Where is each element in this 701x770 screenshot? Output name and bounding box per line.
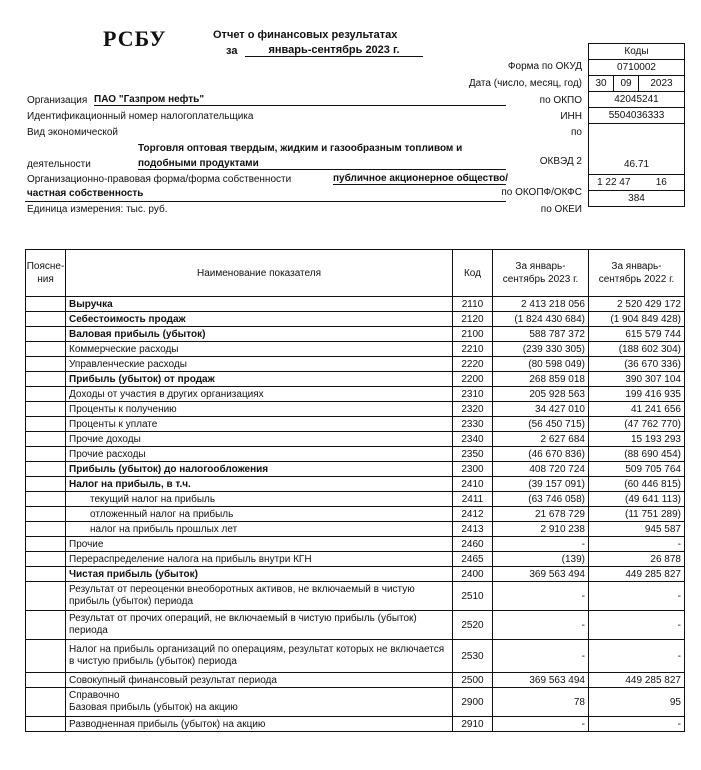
cell-name: Проценты к получению bbox=[66, 402, 453, 417]
cell-prev: - bbox=[589, 537, 685, 552]
cell-note bbox=[26, 462, 66, 477]
cell-note bbox=[26, 372, 66, 387]
cell-note bbox=[26, 297, 66, 312]
table-row bbox=[26, 567, 685, 582]
cell-note bbox=[26, 552, 66, 567]
cell-code: 2411 bbox=[453, 492, 493, 507]
table-row bbox=[26, 447, 685, 462]
okfs-value: 16 bbox=[639, 175, 685, 191]
cell-name: Прибыль (убыток) до налогообложения bbox=[66, 462, 453, 477]
cell-cur: 369 563 494 bbox=[493, 567, 589, 582]
okved-label: ОКВЭД 2 bbox=[539, 156, 582, 167]
cell-note bbox=[26, 447, 66, 462]
cell-prev: 390 307 104 bbox=[589, 372, 685, 387]
cell-note bbox=[26, 640, 66, 673]
cell-name: Результат от переоценки внеоборотных активов, не включаемый в чистую прибыль (убыток) периода bbox=[66, 582, 453, 611]
cell-code: 2210 bbox=[453, 342, 493, 357]
table-row bbox=[26, 582, 685, 611]
cell-code: 2330 bbox=[453, 417, 493, 432]
cell-name: Налог на прибыль организаций по операциям, результат которых не включается в чистую прибыль (убыток) периода bbox=[66, 640, 453, 673]
date-month: 09 bbox=[614, 76, 639, 92]
table-row bbox=[26, 552, 685, 567]
po-label: по bbox=[571, 127, 582, 138]
cell-prev: 2 520 429 172 bbox=[589, 297, 685, 312]
cell-cur: - bbox=[493, 640, 589, 673]
cell-cur: 2 413 218 056 bbox=[493, 297, 589, 312]
cell-note bbox=[26, 477, 66, 492]
cell-prev: 449 285 827 bbox=[589, 673, 685, 688]
inn-description: Идентификационный номер налогоплательщика bbox=[27, 111, 254, 122]
table-row bbox=[26, 640, 685, 673]
cell-code: 2510 bbox=[453, 582, 493, 611]
table-row bbox=[26, 372, 685, 387]
okei-value: 384 bbox=[589, 191, 685, 207]
table-row bbox=[26, 357, 685, 372]
table-row bbox=[26, 402, 685, 417]
form-value-1: публичное акционерное общество/ bbox=[333, 173, 509, 184]
cell-name: текущий налог на прибыль bbox=[66, 492, 453, 507]
cell-code: 2350 bbox=[453, 447, 493, 462]
okved-value: 46.71 bbox=[589, 124, 685, 175]
cell-note bbox=[26, 537, 66, 552]
cell-name-line2: Базовая прибыль (убыток) на акцию bbox=[69, 702, 238, 713]
table-row bbox=[26, 522, 685, 537]
cell-note bbox=[26, 357, 66, 372]
cell-code: 2220 bbox=[453, 357, 493, 372]
cell-name: налог на прибыль прошлых лет bbox=[66, 522, 453, 537]
cell-name: Коммерческие расходы bbox=[66, 342, 453, 357]
table-row bbox=[26, 342, 685, 357]
table-row bbox=[26, 387, 685, 402]
cell-name: Результат от прочих операций, не включаемый в чистую прибыль (убыток) периода bbox=[66, 611, 453, 640]
report-za: за bbox=[226, 45, 238, 57]
cell-prev: (49 641 113) bbox=[589, 492, 685, 507]
cell-name: Прочие расходы bbox=[66, 447, 453, 462]
cell-note bbox=[26, 688, 66, 717]
cell-code: 2413 bbox=[453, 522, 493, 537]
cell-code: 2520 bbox=[453, 611, 493, 640]
cell-note bbox=[26, 402, 66, 417]
cell-name-line1: Справочно bbox=[69, 690, 120, 701]
cell-note bbox=[26, 582, 66, 611]
cell-name: Прибыль (убыток) от продаж bbox=[66, 372, 453, 387]
cell-name: Перераспределение налога на прибыль внутри КГН bbox=[66, 552, 453, 567]
cell-note bbox=[26, 312, 66, 327]
date-year: 2023 bbox=[639, 76, 685, 92]
form-value-2: частная собственность bbox=[27, 188, 144, 199]
cell-prev: 26 878 bbox=[589, 552, 685, 567]
cell-name: Совокупный финансовый результат периода bbox=[66, 673, 453, 688]
cell-prev: 615 579 744 bbox=[589, 327, 685, 342]
cell-prev: (88 690 454) bbox=[589, 447, 685, 462]
cell-prev: 95 bbox=[589, 688, 685, 717]
cell-cur: (239 330 305) bbox=[493, 342, 589, 357]
cell-cur: 78 bbox=[493, 688, 589, 717]
cell-name: Валовая прибыль (убыток) bbox=[66, 327, 453, 342]
cell-name: Чистая прибыль (убыток) bbox=[66, 567, 453, 582]
cell-cur: (39 157 091) bbox=[493, 477, 589, 492]
cell-code: 2465 bbox=[453, 552, 493, 567]
cell-name: Доходы от участия в других организациях bbox=[66, 387, 453, 402]
cell-name bbox=[66, 688, 453, 717]
cell-cur: 2 910 238 bbox=[493, 522, 589, 537]
okpo-value: 42045241 bbox=[589, 92, 685, 108]
cell-cur: (1 824 430 684) bbox=[493, 312, 589, 327]
report-title: Отчет о финансовых результатах bbox=[213, 29, 398, 41]
cell-code: 2200 bbox=[453, 372, 493, 387]
cell-cur: (56 450 715) bbox=[493, 417, 589, 432]
activity-value-2: подобными продуктами bbox=[138, 158, 506, 170]
cell-code: 2320 bbox=[453, 402, 493, 417]
cell-cur: 2 627 684 bbox=[493, 432, 589, 447]
cell-cur: 588 787 372 bbox=[493, 327, 589, 342]
table-row bbox=[26, 432, 685, 447]
cell-code: 2300 bbox=[453, 462, 493, 477]
col-header-current: За январь-сентябрь 2023 г. bbox=[493, 250, 589, 297]
cell-note bbox=[26, 717, 66, 732]
cell-code: 2412 bbox=[453, 507, 493, 522]
cell-cur: - bbox=[493, 611, 589, 640]
okopf-label: по ОКОПФ/ОКФС bbox=[501, 187, 582, 198]
unit-label: Единица измерения: тыс. руб. bbox=[27, 204, 168, 215]
form-label: Организационно-правовая форма/форма собственности bbox=[27, 174, 292, 185]
cell-prev: (11 751 289) bbox=[589, 507, 685, 522]
cell-note bbox=[26, 432, 66, 447]
cell-code: 2500 bbox=[453, 673, 493, 688]
okopf-value: 1 22 47 bbox=[589, 175, 639, 191]
table-row bbox=[26, 417, 685, 432]
cell-code: 2120 bbox=[453, 312, 493, 327]
cell-note bbox=[26, 327, 66, 342]
cell-cur: (80 598 049) bbox=[493, 357, 589, 372]
cell-prev: 945 587 bbox=[589, 522, 685, 537]
table-row bbox=[26, 507, 685, 522]
form-underline bbox=[25, 201, 506, 202]
cell-name: Выручка bbox=[66, 297, 453, 312]
cell-cur: 34 427 010 bbox=[493, 402, 589, 417]
cell-name: Себестоимость продаж bbox=[66, 312, 453, 327]
cell-note bbox=[26, 522, 66, 537]
cell-prev: 199 416 935 bbox=[589, 387, 685, 402]
okud-label: Форма по ОКУД bbox=[507, 61, 582, 72]
activity-value-1: Торговля оптовая твердым, жидким и газообразным топливом и bbox=[138, 143, 463, 154]
cell-prev: (188 602 304) bbox=[589, 342, 685, 357]
cell-cur: - bbox=[493, 582, 589, 611]
cell-name: Налог на прибыль, в т.ч. bbox=[66, 477, 453, 492]
cell-name: Управленческие расходы bbox=[66, 357, 453, 372]
date-day: 30 bbox=[589, 76, 614, 92]
cell-cur: 268 859 018 bbox=[493, 372, 589, 387]
cell-code: 2460 bbox=[453, 537, 493, 552]
cell-cur: - bbox=[493, 717, 589, 732]
cell-note bbox=[26, 507, 66, 522]
col-header-name: Наименование показателя bbox=[66, 250, 453, 297]
cell-prev: - bbox=[589, 582, 685, 611]
cell-cur: (139) bbox=[493, 552, 589, 567]
table-row bbox=[26, 688, 685, 717]
cell-note bbox=[26, 342, 66, 357]
codes-header: Коды bbox=[589, 44, 685, 60]
cell-cur: (63 746 058) bbox=[493, 492, 589, 507]
cell-code: 2410 bbox=[453, 477, 493, 492]
table-row bbox=[26, 537, 685, 552]
cell-prev: (47 762 770) bbox=[589, 417, 685, 432]
cell-note bbox=[26, 567, 66, 582]
cell-name: Прочие bbox=[66, 537, 453, 552]
cell-code: 2530 bbox=[453, 640, 493, 673]
cell-name: отложенный налог на прибыль bbox=[66, 507, 453, 522]
cell-prev: - bbox=[589, 640, 685, 673]
cell-cur: 205 928 563 bbox=[493, 387, 589, 402]
cell-cur: (46 670 836) bbox=[493, 447, 589, 462]
table-row bbox=[26, 462, 685, 477]
cell-prev: 449 285 827 bbox=[589, 567, 685, 582]
cell-note bbox=[26, 673, 66, 688]
table-row bbox=[26, 312, 685, 327]
cell-prev: 15 193 293 bbox=[589, 432, 685, 447]
cell-cur: 369 563 494 bbox=[493, 673, 589, 688]
codes-box bbox=[588, 43, 685, 207]
cell-note bbox=[26, 387, 66, 402]
cell-code: 2310 bbox=[453, 387, 493, 402]
cell-name: Проценты к уплате bbox=[66, 417, 453, 432]
cell-prev: 41 241 656 bbox=[589, 402, 685, 417]
table-row bbox=[26, 297, 685, 312]
table-row bbox=[26, 477, 685, 492]
cell-prev: (36 670 336) bbox=[589, 357, 685, 372]
col-header-previous: За январь-сентябрь 2022 г. bbox=[589, 250, 685, 297]
okei-label: по ОКЕИ bbox=[540, 204, 582, 215]
cell-code: 2110 bbox=[453, 297, 493, 312]
cell-cur: - bbox=[493, 537, 589, 552]
date-label: Дата (число, месяц, год) bbox=[468, 78, 582, 89]
cell-name: Разводненная прибыль (убыток) на акцию bbox=[66, 717, 453, 732]
cell-code: 2100 bbox=[453, 327, 493, 342]
okpo-label: по ОКПО bbox=[539, 95, 582, 106]
table-row bbox=[26, 611, 685, 640]
activity-label-2: деятельности bbox=[27, 159, 91, 170]
okud-value: 0710002 bbox=[589, 60, 685, 76]
standard-label: РСБУ bbox=[103, 26, 167, 51]
cell-prev: - bbox=[589, 717, 685, 732]
cell-cur: 21 678 729 bbox=[493, 507, 589, 522]
cell-code: 2910 bbox=[453, 717, 493, 732]
table-row bbox=[26, 673, 685, 688]
financial-results-table bbox=[25, 249, 685, 732]
cell-code: 2340 bbox=[453, 432, 493, 447]
report-period: январь-сентябрь 2023 г. bbox=[245, 44, 423, 57]
cell-note bbox=[26, 611, 66, 640]
cell-prev: - bbox=[589, 611, 685, 640]
cell-code: 2400 bbox=[453, 567, 493, 582]
cell-code: 2900 bbox=[453, 688, 493, 717]
table-header-row bbox=[26, 250, 685, 297]
col-header-note: Поясне-ния bbox=[26, 250, 66, 297]
inn-label: ИНН bbox=[560, 111, 582, 122]
inn-value: 5504036333 bbox=[589, 108, 685, 124]
table-row bbox=[26, 492, 685, 507]
cell-note bbox=[26, 417, 66, 432]
table-row bbox=[26, 717, 685, 732]
cell-cur: 408 720 724 bbox=[493, 462, 589, 477]
cell-prev: (1 904 849 428) bbox=[589, 312, 685, 327]
org-label: Организация bbox=[27, 95, 88, 106]
cell-prev: 509 705 764 bbox=[589, 462, 685, 477]
cell-prev: (60 446 815) bbox=[589, 477, 685, 492]
col-header-code: Код bbox=[453, 250, 493, 297]
cell-name: Прочие доходы bbox=[66, 432, 453, 447]
cell-note bbox=[26, 492, 66, 507]
org-name: ПАО "Газпром нефть" bbox=[94, 94, 506, 106]
activity-label-1: Вид экономической bbox=[27, 127, 118, 138]
table-row bbox=[26, 327, 685, 342]
